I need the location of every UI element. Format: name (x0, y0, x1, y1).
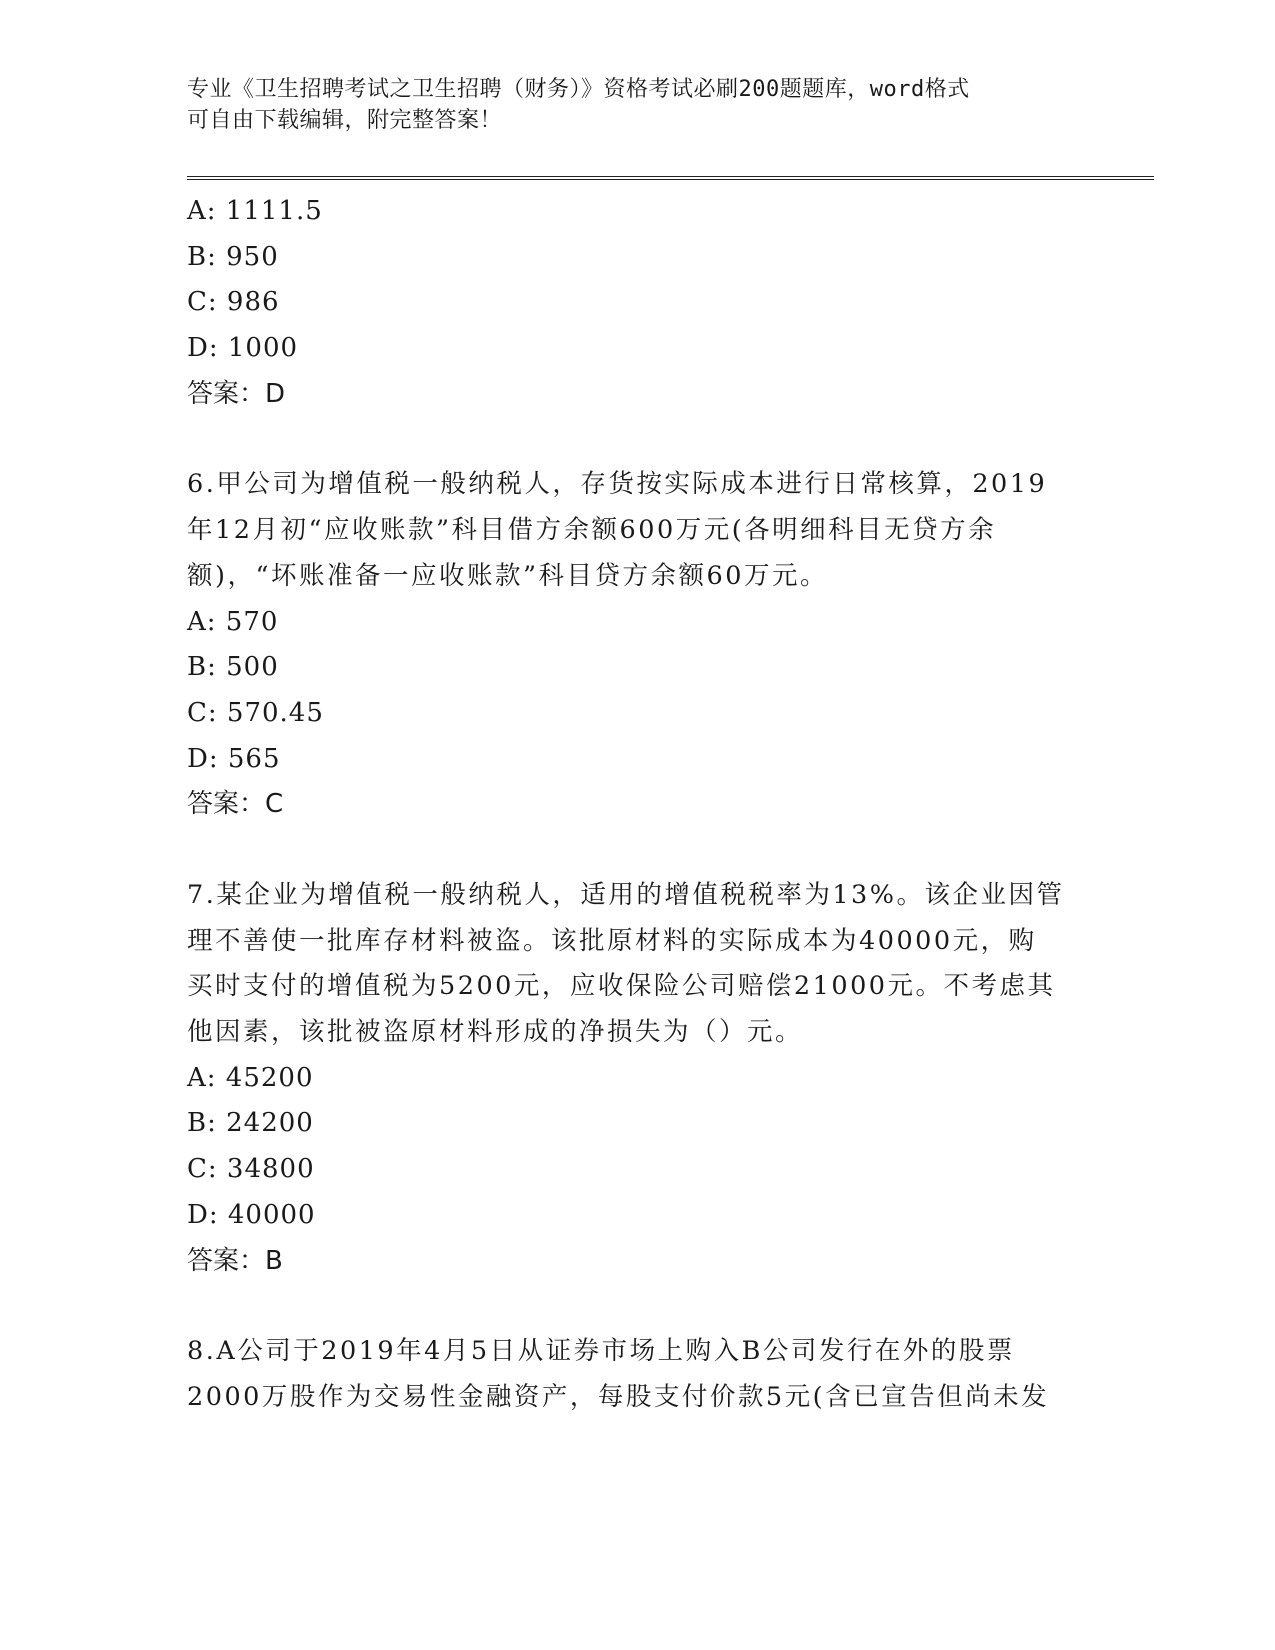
option-b: B: 500 (187, 652, 279, 683)
option-c: C: 986 (187, 287, 280, 318)
spacer (187, 1284, 1147, 1329)
spacer (187, 417, 1147, 462)
option-d: D: 565 (187, 743, 281, 774)
option-a: A: 1111.5 (187, 196, 323, 226)
question-6-answer: 答案：C (187, 789, 284, 820)
question-7-answer: 答案：B (187, 1245, 283, 1276)
question-line: 买时支付的增值税为5200元，应收保险公司赔偿21000元。不考虑其 (187, 971, 1056, 1002)
question-8-text (187, 1329, 1147, 1420)
document-page (187, 0, 1147, 1650)
option-c: C: 570.45 (187, 697, 324, 728)
option-b: B: 950 (187, 241, 279, 272)
spacer (187, 828, 1147, 873)
question-line: 2000万股作为交易性金融资产，每股支付价款5元(含已宣告但尚未发 (187, 1381, 1050, 1412)
question-6-text (187, 462, 1147, 599)
question-6-options (187, 600, 1147, 783)
header-line-2: 可自由下载编辑，附完整答案！ (187, 108, 503, 133)
option-d: D: 1000 (187, 333, 299, 364)
header-divider (187, 176, 1154, 180)
option-a: A: 45200 (187, 1062, 314, 1093)
question-line: 他因素，该批被盗原材料形成的净损失为（）元。 (187, 1017, 804, 1048)
question-7-text (187, 873, 1147, 1056)
question-line: 额)，“坏账准备一应收账款”科目贷方余额60万元。 (187, 560, 828, 591)
option-a: A: 570 (187, 606, 279, 637)
option-d: D: 40000 (187, 1199, 316, 1230)
option-b: B: 24200 (187, 1108, 314, 1139)
question-line: 6.甲公司为增值税一般纳税人，存货按实际成本进行日常核算，2019 (187, 469, 1048, 500)
document-content (187, 189, 1147, 1421)
header-line-1: 专业《卫生招聘考试之卫生招聘（财务）》资格考试必刷200题题库，word格式 (187, 77, 970, 102)
option-c: C: 34800 (187, 1154, 315, 1185)
question-5-options (187, 189, 1147, 372)
question-line: 7.某企业为增值税一般纳税人，适用的增值税税率为13%。该企业因管 (187, 879, 1065, 910)
document-header (187, 74, 1067, 136)
question-line: 年12月初“应收账款”科目借方余额600万元(各明细科目无贷方余 (187, 515, 997, 546)
question-5-answer: 答案：D (187, 378, 286, 409)
question-7-options (187, 1056, 1147, 1239)
question-line: 理不善使一批库存材料被盗。该批原材料的实际成本为40000元，购 (187, 925, 1037, 956)
question-line: 8.A公司于2019年4月5日从证券市场上购入B公司发行在外的股票 (187, 1336, 1015, 1367)
